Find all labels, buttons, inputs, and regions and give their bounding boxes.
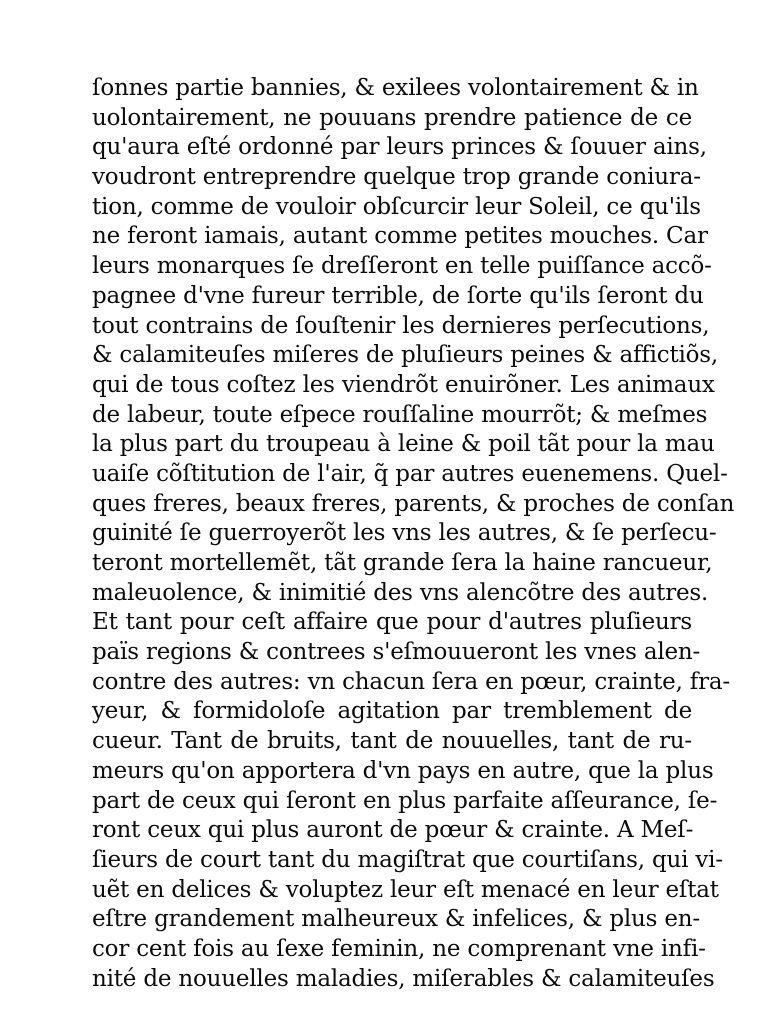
text-line: cueur. Tant de bruits, tant de nouuelles, tant de ru- bbox=[92, 728, 692, 755]
text-line: uẽt en delices & voluptez leur eſt menacé en leur eſtat bbox=[92, 876, 719, 903]
text-line: voudront entreprendre quelque trop grande coniura- bbox=[92, 164, 701, 191]
text-line: uaiſe cõſtitution de l'air, q̃ par autres euenemens. Quel- bbox=[92, 460, 728, 487]
text-line: yeur, & formidoloſe agitation par tremblement de bbox=[92, 698, 692, 725]
text-line: uolontairement, ne pouuans prendre patience de ce bbox=[92, 104, 692, 131]
text-line: qu'aura eſté ordonné par leurs princes & ſouuer ains, bbox=[92, 134, 707, 161]
text-line: ques freres, beaux freres, parents, & proches de conſan bbox=[92, 490, 735, 517]
text-line: ſonnes partie bannies, & exilees volontairement & in bbox=[92, 75, 699, 101]
text-line: guinité ſe guerroyerõt les vns les autres, & ſe perſecu- bbox=[92, 520, 717, 547]
text-line: ront ceux qui plus auront de pœur & crainte. A Meſ- bbox=[92, 817, 694, 844]
text-line: la plus part du troupeau à leine & poil tãt pour la mau bbox=[92, 431, 715, 458]
text-line: maleuolence, & inimitié des vns alencõtre des autres. bbox=[92, 579, 709, 606]
text-line: part de ceux qui ſeront en plus parfaite aſſeurance, ſe- bbox=[92, 787, 718, 814]
text-line: Et tant pour ceſt affaire que pour d'autres pluſieurs bbox=[92, 609, 692, 636]
text-line: nité de nouuelles maladies, miſerables & calamiteuſes bbox=[92, 965, 715, 992]
text-line: & calamiteuſes miſeres de pluſieurs peines & affictiõs, bbox=[92, 342, 719, 369]
text-line: leurs monarques ſe dreſſeront en telle puiſſance accõ- bbox=[92, 253, 712, 280]
text-line: teront mortellemẽt, tãt grande ſera la haine rancueur, bbox=[92, 550, 713, 576]
body-text bbox=[92, 74, 735, 994]
text-line: païs regions & contrees s'eſmouueront les vnes alen- bbox=[92, 639, 701, 666]
text-line: ſieurs de court tant du magiſtrat que courtiſans, qui vi- bbox=[92, 846, 723, 873]
text-line: de labeur, toute eſpece rouſſaline mourrõt; & meſmes bbox=[92, 401, 708, 428]
text-line: eſtre grandement malheureux & infelices, & plus en- bbox=[92, 906, 700, 933]
text-line: tion, comme de vouloir obſcurcir leur Soleil, ce qu'ils bbox=[92, 193, 701, 220]
text-line: qui de tous coſtez les viendrõt enuirõner. Les animaux bbox=[92, 371, 715, 398]
text-line: tout contrains de ſouſtenir les dernieres perſecutions, bbox=[92, 312, 710, 339]
text-line: pagnee d'vne fureur terrible, de ſorte qu'ils ſeront du bbox=[92, 282, 704, 309]
text-line: meurs qu'on apportera d'vn pays en autre, que la plus bbox=[92, 757, 714, 784]
text-line: ne feront iamais, autant comme petites mouches. Car bbox=[92, 223, 708, 250]
text-line: contre des autres: vn chacun ſera en pœur, crainte, fra- bbox=[92, 668, 730, 695]
text-line: cor cent fois au ſexe feminin, ne comprenant vne infi- bbox=[92, 935, 706, 962]
